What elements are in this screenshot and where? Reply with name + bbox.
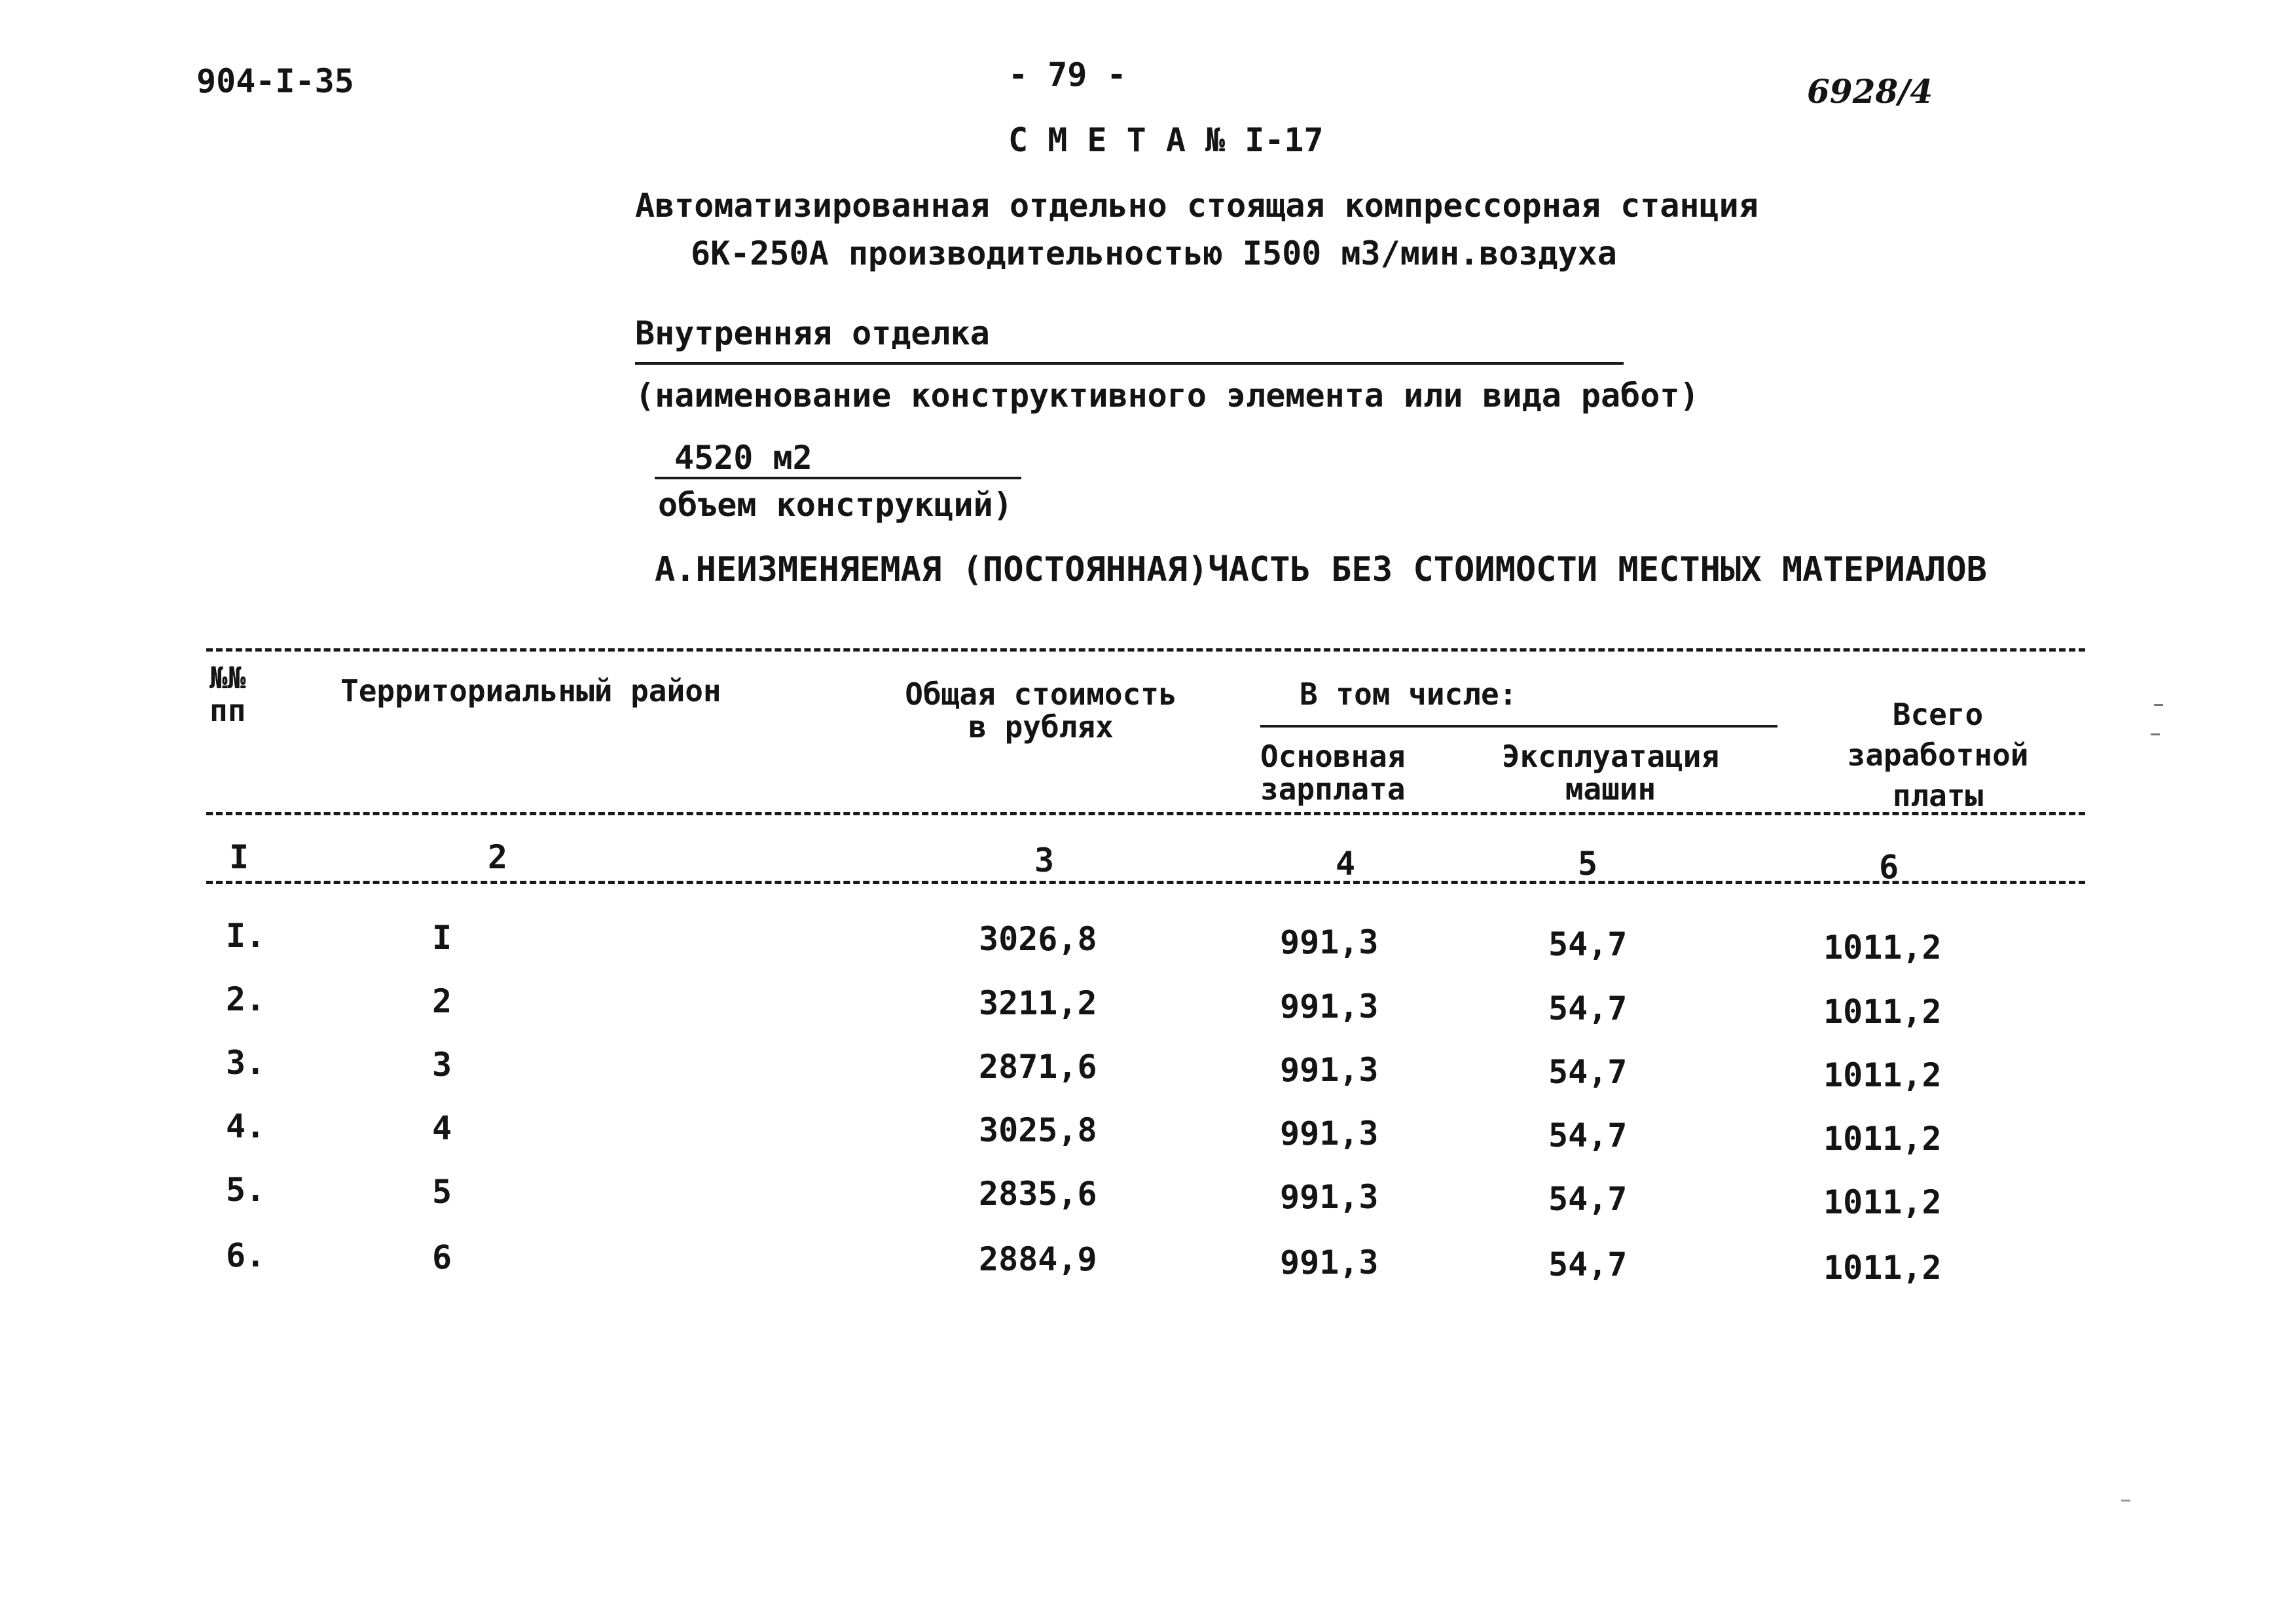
scan-speck	[2154, 704, 2163, 706]
row-number: 6.	[226, 1236, 266, 1274]
row-total-cost: 2884,9	[979, 1240, 1097, 1278]
row-total-cost: 2871,6	[979, 1048, 1097, 1086]
row-total-cost: 3025,8	[979, 1111, 1097, 1149]
row-total-salary: 1011,2	[1823, 993, 1942, 1031]
row-base-salary: 991,3	[1280, 1115, 1379, 1153]
document-code: 904-I-35	[196, 62, 354, 100]
volume-underline	[655, 477, 1021, 479]
header-total-salary: Всего заработной платы	[1847, 697, 2029, 813]
header-machine-operation: Эксплуатация машин	[1501, 739, 1720, 807]
column-number-2: 2	[488, 838, 508, 876]
header-total-cost: Общая стоимость в рублях	[905, 676, 1177, 745]
row-number: I.	[226, 917, 266, 955]
header-region: Территориальный район	[340, 673, 721, 709]
section-title: А.НЕИЗМЕНЯЕМАЯ (ПОСТОЯННАЯ)ЧАСТЬ БЕЗ СТОИМОСТИ МЕСТНЫХ МАТЕРИАЛОВ	[655, 550, 1987, 589]
row-machine-operation: 54,7	[1548, 1116, 1628, 1154]
row-region: I	[432, 919, 452, 957]
row-region: 2	[432, 982, 452, 1020]
row-machine-operation: 54,7	[1548, 1246, 1628, 1283]
row-region: 5	[432, 1173, 452, 1211]
volume-caption: объем конструкций)	[658, 486, 1013, 524]
element-name-caption: (наименование конструктивного элемента или вида работ)	[635, 377, 1700, 415]
row-total-cost: 3026,8	[979, 920, 1097, 958]
header-bottom-rule	[206, 812, 2085, 815]
row-region: 4	[432, 1109, 452, 1147]
row-total-salary: 1011,2	[1823, 929, 1942, 967]
row-base-salary: 991,3	[1280, 1178, 1379, 1216]
row-total-cost: 2835,6	[979, 1175, 1097, 1213]
scan-speck	[2121, 1500, 2130, 1502]
row-number: 4.	[226, 1107, 266, 1145]
row-total-cost: 3211,2	[979, 984, 1097, 1022]
header-row-number: №№ пп	[210, 660, 246, 728]
row-machine-operation: 54,7	[1548, 925, 1628, 963]
row-region: 3	[432, 1046, 452, 1084]
element-name-underline	[635, 362, 1624, 365]
row-machine-operation: 54,7	[1548, 1180, 1628, 1218]
row-total-salary: 1011,2	[1823, 1056, 1942, 1094]
row-number: 2.	[226, 980, 266, 1018]
row-number: 5.	[226, 1171, 266, 1209]
element-name: Внутренняя отделка	[635, 314, 990, 352]
column-number-3: 3	[1034, 841, 1055, 879]
row-base-salary: 991,3	[1280, 987, 1379, 1025]
column-number-5: 5	[1578, 845, 1598, 883]
row-base-salary: 991,3	[1280, 1244, 1379, 1282]
column-number-1: I	[229, 838, 249, 876]
column-number-6: 6	[1879, 848, 1899, 886]
estimate-title: С М Е Т А № I-17	[1008, 121, 1324, 159]
row-machine-operation: 54,7	[1548, 1053, 1628, 1091]
header-including: В том числе:	[1300, 676, 1518, 712]
row-machine-operation: 54,7	[1548, 989, 1628, 1027]
column-number-4: 4	[1336, 845, 1356, 883]
page-number: - 79 -	[1008, 56, 1127, 94]
row-region: 6	[432, 1238, 452, 1276]
header-including-rule	[1260, 725, 1777, 728]
scan-speck	[2151, 733, 2160, 735]
subtitle-line-2: 6К-250А производительностью I500 м3/мин.воздуха	[691, 234, 1617, 272]
row-total-salary: 1011,2	[1823, 1120, 1942, 1158]
header-base-salary: Основная зарплата	[1260, 739, 1406, 807]
volume-value: 4520 м2	[674, 439, 812, 477]
row-number: 3.	[226, 1044, 266, 1082]
row-total-salary: 1011,2	[1823, 1249, 1942, 1287]
row-base-salary: 991,3	[1280, 923, 1379, 961]
column-numbers-bottom-rule	[206, 881, 2085, 884]
table-top-rule	[206, 648, 2085, 652]
subtitle-line-1: Автоматизированная отдельно стоящая компрессорная станция	[635, 187, 1758, 225]
handwritten-stamp: 6928/4	[1807, 72, 1933, 111]
row-base-salary: 991,3	[1280, 1051, 1379, 1089]
row-total-salary: 1011,2	[1823, 1183, 1942, 1221]
